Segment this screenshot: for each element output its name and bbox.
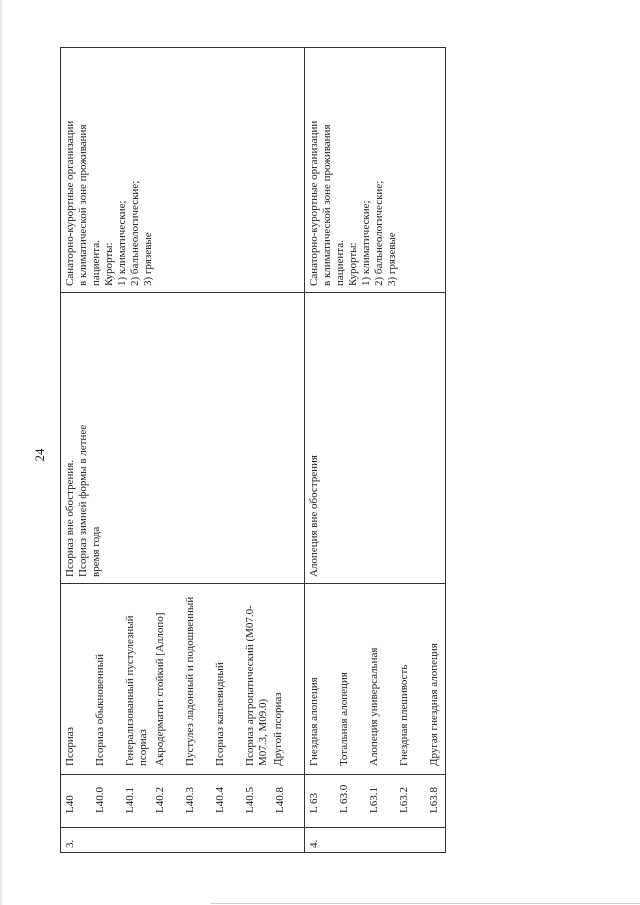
codes-cell	[61, 775, 305, 828]
code-item: L 63.0	[338, 784, 350, 813]
condition-line: Алопеция вне обострения	[308, 455, 320, 577]
diagnosis-item: Псориаз артропатический (М07.0-М07.3, М09.0)	[244, 605, 269, 766]
scan-edge-bottom	[210, 903, 640, 904]
diagnosis-item: Псориаз	[64, 727, 76, 766]
diagnosis-names-cell	[61, 584, 305, 775]
code-item: L40.0	[94, 787, 106, 813]
resort-line: пациента.	[90, 240, 102, 286]
resort-line: пациента.	[334, 240, 346, 286]
scan-edge-left	[0, 0, 2, 905]
resort-line: 1) климатические;	[360, 200, 372, 286]
diagnosis-list	[305, 584, 442, 774]
code-item: L63.2	[398, 787, 410, 813]
diagnosis-names-cell	[305, 584, 446, 775]
code-list	[61, 775, 304, 827]
code-item: L40.1	[124, 787, 136, 813]
resort-line: Курорты:	[103, 242, 115, 286]
diagnosis-item: Другой псориаз	[272, 692, 284, 766]
resort-line: 2) бальнеологические;	[129, 180, 141, 286]
row-number: 3.	[64, 839, 76, 848]
code-item: L63.8	[428, 787, 440, 813]
diagnosis-item: Псориаз обыкновенный	[94, 654, 106, 766]
resort-line: 3) грязевые	[386, 232, 398, 286]
diagnosis-list	[61, 584, 286, 774]
diagnosis-item: Акродерматит стойкий [Аллопо]	[154, 612, 166, 766]
resort-line: в климатической зоне проживания	[77, 124, 89, 286]
diagnosis-item: Псориаз каплевидный	[214, 662, 226, 766]
condition-cell	[305, 293, 446, 584]
row-number-cell	[305, 828, 446, 853]
table-row	[305, 48, 446, 853]
page-number: 24	[32, 448, 47, 462]
resort-line: Санаторно-курортные организации	[64, 120, 76, 286]
diagnosis-item: Алопеция универсальная	[368, 647, 380, 766]
resort-cell	[61, 48, 305, 293]
condition-cell	[61, 293, 305, 584]
code-list	[305, 775, 442, 827]
code-item: L40.4	[214, 787, 226, 813]
row-number-cell	[61, 828, 305, 853]
diagnosis-item: Гнездная плешивость	[398, 664, 410, 766]
resort-line: 3) грязевые	[142, 232, 154, 286]
resort-line: Санаторно-курортные организации	[308, 120, 320, 286]
resort-line: в климатической зоне проживания	[321, 124, 333, 286]
diagnosis-item: Пустулез ладонный и подошвенный	[184, 596, 196, 766]
rotated-document	[32, 53, 440, 853]
resort-text	[305, 48, 399, 292]
code-item: L40.5	[244, 787, 256, 813]
condition-line: Псориаз зимней формы в летнее	[77, 424, 89, 577]
codes-cell	[305, 775, 446, 828]
condition-text	[61, 293, 103, 583]
diagnosis-item: Тотальная алопеция	[338, 672, 350, 766]
table-row	[61, 48, 305, 853]
diagnosis-item: Генерализованный пустулезный псориаз	[124, 615, 149, 766]
resort-text	[61, 48, 155, 292]
condition-text	[305, 293, 321, 583]
code-item: L40	[64, 795, 76, 813]
resort-line: 1) климатические;	[116, 200, 128, 286]
row-number: 4.	[308, 839, 320, 848]
code-item: L 63	[308, 792, 320, 813]
code-item: L40.2	[154, 787, 166, 813]
diagnosis-item: Другая гнездная алопеция	[428, 643, 440, 766]
code-item: L63.1	[368, 787, 380, 813]
code-item: L40.8	[274, 787, 286, 813]
condition-line: Псориаз вне обострения.	[64, 459, 76, 577]
resort-indications-table	[60, 47, 446, 853]
diagnosis-item: Гнездная алопеция	[308, 677, 320, 766]
resort-line: Курорты:	[347, 242, 359, 286]
resort-line: 2) бальнеологические;	[373, 180, 385, 286]
condition-line: время года	[90, 526, 102, 577]
code-item: L40.3	[184, 787, 196, 813]
resort-cell	[305, 48, 446, 293]
